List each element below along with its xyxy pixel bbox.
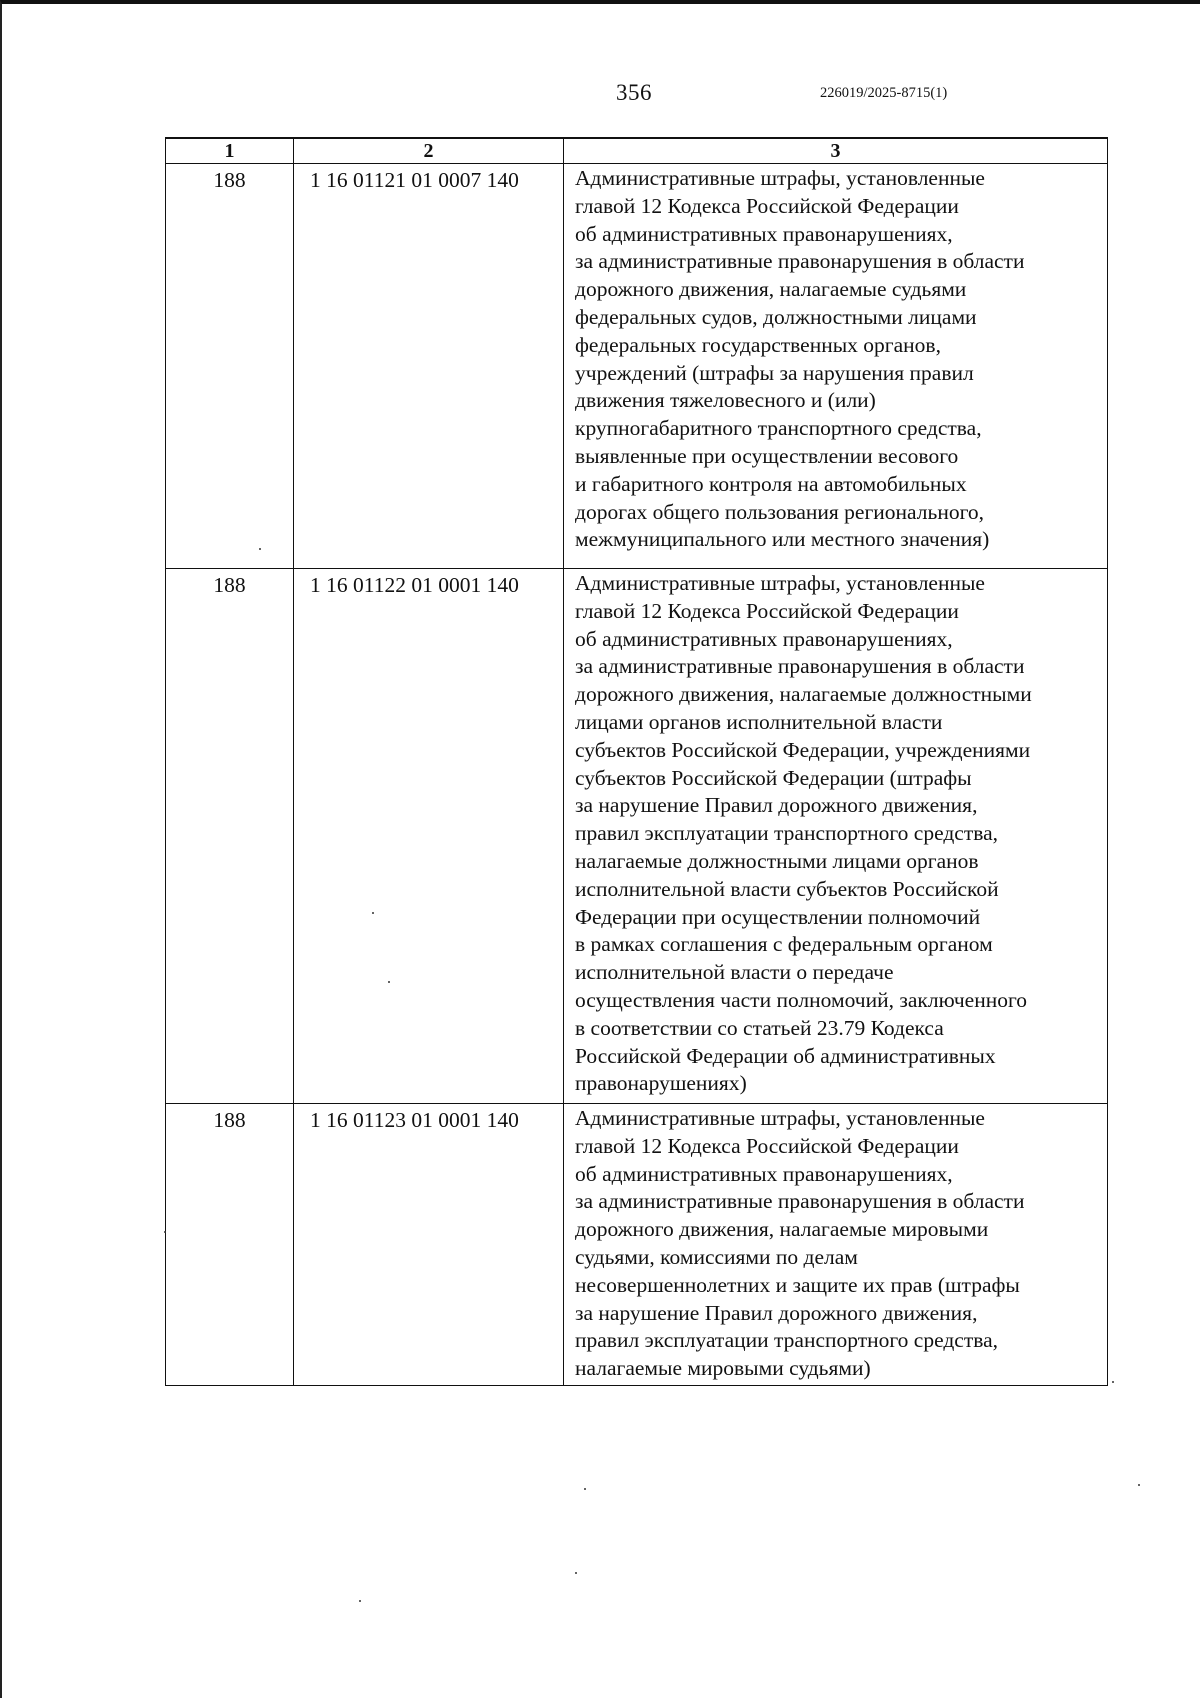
admin-code-cell: 188 bbox=[166, 569, 294, 1104]
description-line: осуществления части полномочий, заключенного bbox=[575, 987, 1027, 1012]
description-line: выявленные при осуществлении весового bbox=[575, 443, 959, 468]
scan-speck bbox=[575, 1572, 577, 1574]
table-body bbox=[166, 164, 1108, 1386]
scan-speck bbox=[1138, 1484, 1140, 1486]
document-reference: 226019/2025-8715(1) bbox=[820, 85, 948, 101]
description-line: Административные штрафы, установленные bbox=[575, 1106, 985, 1130]
description-line: за административные правонарушения в области bbox=[575, 1189, 1025, 1214]
description-line: дорожного движения, налагаемые судьями bbox=[575, 277, 967, 302]
description-line: субъектов Российской Федерации, учреждениями bbox=[575, 737, 1031, 762]
description-line: дорожного движения, налагаемые должностными bbox=[575, 682, 1032, 707]
description-line: дорожного движения, налагаемые мировыми bbox=[575, 1217, 989, 1242]
description-line: судьями, комиссиями по делам bbox=[575, 1244, 858, 1269]
description-line: дорогах общего пользования регионального, bbox=[575, 499, 984, 524]
table-row bbox=[166, 569, 1108, 1104]
description-line: об административных правонарушениях, bbox=[575, 221, 953, 246]
description-line: главой 12 Кодекса Российской Федерации bbox=[575, 1133, 959, 1158]
column-header-2: 2 bbox=[294, 138, 564, 164]
kbk-code-cell: 1 16 01122 01 0001 140 bbox=[294, 569, 564, 1104]
description-line: движения тяжеловесного и (или) bbox=[575, 388, 876, 413]
description-cell bbox=[564, 1104, 1108, 1386]
kbk-code-cell: 1 16 01121 01 0007 140 bbox=[294, 164, 564, 569]
description-line: Административные штрафы, установленные bbox=[575, 166, 985, 190]
description-line: правил эксплуатации транспортного средства, bbox=[575, 821, 999, 846]
description-line: исполнительной власти о передаче bbox=[575, 960, 894, 985]
scan-speck bbox=[164, 1231, 166, 1233]
description-line: учреждений (штрафы за нарушения правил bbox=[575, 360, 974, 385]
admin-code-cell: 188 bbox=[166, 1104, 294, 1386]
column-header-1: 1 bbox=[166, 138, 294, 164]
description-line: Российской Федерации об административных bbox=[575, 1043, 996, 1068]
admin-code-cell: 188 bbox=[166, 164, 294, 569]
classification-table bbox=[165, 137, 1108, 1386]
description-line: в рамках соглашения с федеральным органом bbox=[575, 932, 993, 957]
table-row bbox=[166, 164, 1108, 569]
description-line: за административные правонарушения в области bbox=[575, 654, 1025, 679]
description-line: в соответствии со статьей 23.79 Кодекса bbox=[575, 1015, 944, 1040]
description-line: налагаемые мировыми судьями) bbox=[575, 1356, 871, 1381]
description-cell bbox=[564, 164, 1108, 569]
description-line: лицами органов исполнительной власти bbox=[575, 709, 943, 734]
description-line: субъектов Российской Федерации (штрафы bbox=[575, 765, 972, 790]
table-header-row bbox=[166, 138, 1108, 164]
description-line: за административные правонарушения в области bbox=[575, 249, 1025, 274]
scan-speck bbox=[388, 981, 390, 983]
scan-speck bbox=[1112, 1381, 1114, 1383]
description-line: Федерации при осуществлении полномочий bbox=[575, 904, 981, 929]
kbk-code-cell: 1 16 01123 01 0001 140 bbox=[294, 1104, 564, 1386]
description-line: правил эксплуатации транспортного средства, bbox=[575, 1328, 999, 1353]
description-line: главой 12 Кодекса Российской Федерации bbox=[575, 598, 959, 623]
description-line: об административных правонарушениях, bbox=[575, 626, 953, 651]
description-line: межмуниципального или местного значения) bbox=[575, 527, 990, 552]
scan-speck bbox=[359, 1600, 361, 1602]
table-row bbox=[166, 1104, 1108, 1386]
description-line: за нарушение Правил дорожного движения, bbox=[575, 1300, 978, 1325]
description-line: Административные штрафы, установленные bbox=[575, 571, 985, 595]
description-line: крупногабаритного транспортного средства, bbox=[575, 416, 982, 441]
description-line: налагаемые должностными лицами органов bbox=[575, 848, 979, 873]
column-header-3: 3 bbox=[564, 138, 1108, 164]
scan-speck bbox=[259, 548, 261, 550]
description-line: об административных правонарушениях, bbox=[575, 1161, 953, 1186]
scan-speck bbox=[584, 1488, 586, 1490]
page-number: 356 bbox=[616, 80, 652, 105]
description-line: несовершеннолетних и защите их прав (штрафы bbox=[575, 1272, 1020, 1297]
description-line: федеральных государственных органов, bbox=[575, 332, 941, 357]
description-line: и габаритного контроля на автомобильных bbox=[575, 471, 967, 496]
description-line: главой 12 Кодекса Российской Федерации bbox=[575, 193, 959, 218]
description-line: федеральных судов, должностными лицами bbox=[575, 304, 977, 329]
scan-speck bbox=[372, 912, 374, 914]
description-line: за нарушение Правил дорожного движения, bbox=[575, 793, 978, 818]
description-line: исполнительной власти субъектов Российской bbox=[575, 876, 999, 901]
description-line: правонарушениях) bbox=[575, 1071, 747, 1096]
description-cell bbox=[564, 569, 1108, 1104]
